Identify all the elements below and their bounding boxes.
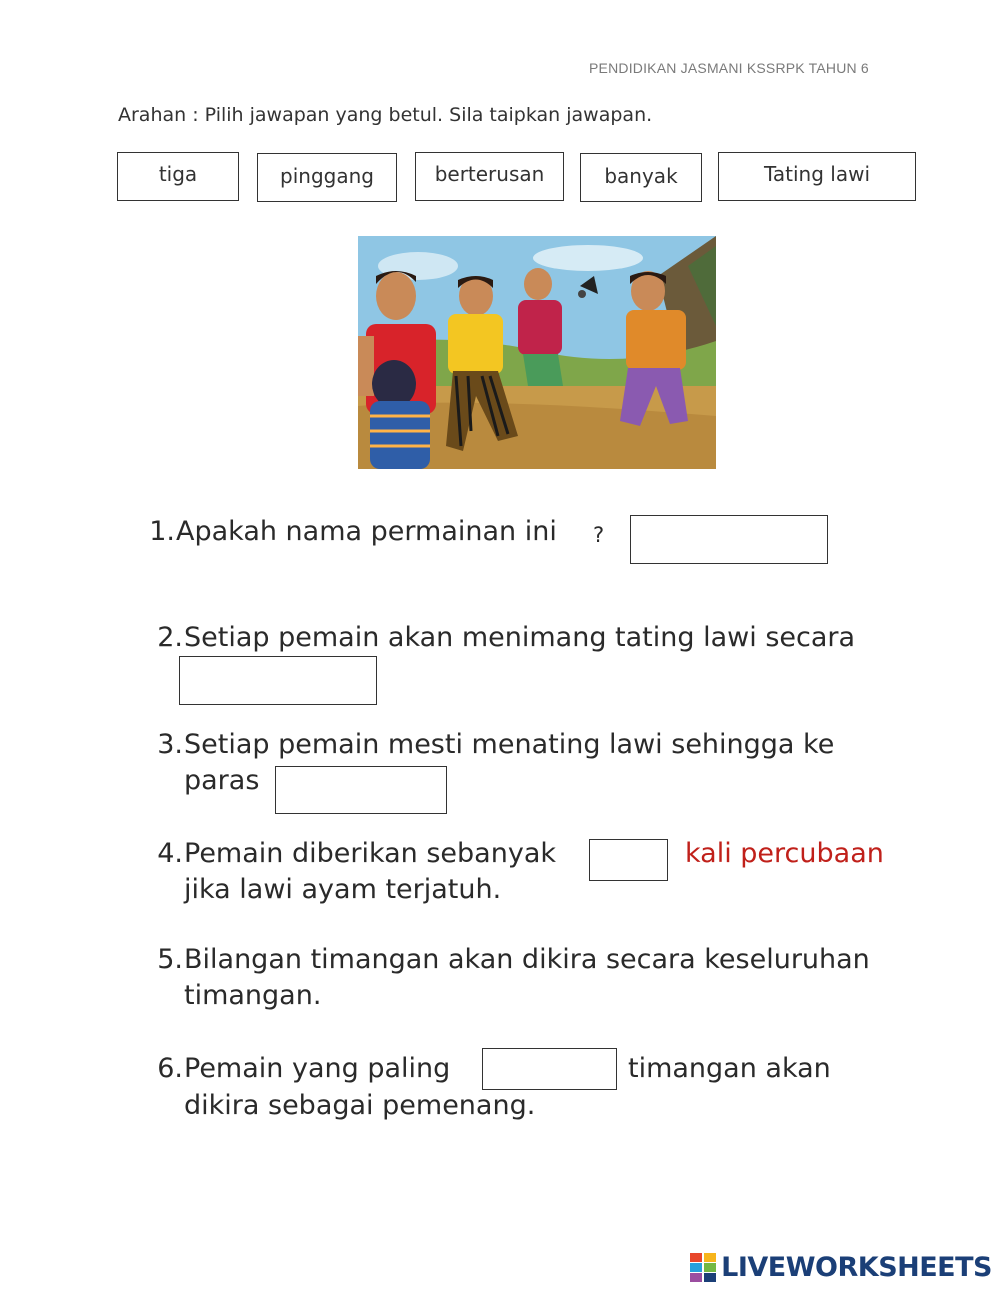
question-number: 2. [157, 622, 183, 653]
question-number: 6. [157, 1053, 183, 1084]
question-number: 3. [157, 729, 183, 760]
question-text-after-box: timangan akan [628, 1053, 831, 1084]
liveworksheets-logo-icon [690, 1253, 716, 1283]
question-number: 1. [149, 516, 175, 547]
answer-input-3[interactable] [275, 766, 447, 814]
question-text-continued: timangan. [184, 980, 322, 1011]
question-text-continued: dikira sebagai pemenang. [184, 1090, 536, 1121]
question-text-continued: jika lawi ayam terjatuh. [184, 874, 502, 905]
question-text: Pemain diberikan sebanyak [184, 838, 557, 869]
word-option-banyak: banyak [580, 153, 702, 202]
answer-input-2[interactable] [179, 656, 377, 705]
instruction-text: Arahan : Pilih jawapan yang betul. Sila taipkan jawapan. [118, 104, 653, 126]
liveworksheets-wordmark: LIVEWORKSHEETS [721, 1252, 992, 1283]
children-playing-illustration [358, 236, 716, 469]
question-text: Apakah nama permainan ini [176, 516, 557, 547]
question-text: Bilangan timangan akan dikira secara keseluruhan [184, 944, 870, 975]
question-text: Setiap pemain mesti menating lawi sehingga ke [184, 729, 835, 760]
answer-input-1[interactable] [630, 515, 828, 564]
question-text-continued: paras [184, 765, 260, 796]
question-mark: ? [593, 523, 605, 547]
word-option-pinggang: pinggang [257, 153, 397, 202]
word-option-berterusan: berterusan [415, 152, 564, 201]
question-text-highlight: kali percubaan [685, 838, 884, 869]
answer-input-4[interactable] [589, 839, 668, 881]
game-illustration [358, 236, 716, 469]
question-number: 5. [157, 944, 183, 975]
question-number: 4. [157, 838, 183, 869]
liveworksheets-logo [690, 1252, 992, 1288]
word-option-tiga: tiga [117, 152, 239, 201]
subject-header: PENDIDIKAN JASMANI KSSRPK TAHUN 6 [589, 60, 869, 76]
question-text: Pemain yang paling [184, 1053, 451, 1084]
question-text: Setiap pemain akan menimang tating lawi secara [184, 622, 856, 653]
answer-input-6[interactable] [482, 1048, 617, 1090]
word-option-tating-lawi: Tating lawi [718, 152, 916, 201]
